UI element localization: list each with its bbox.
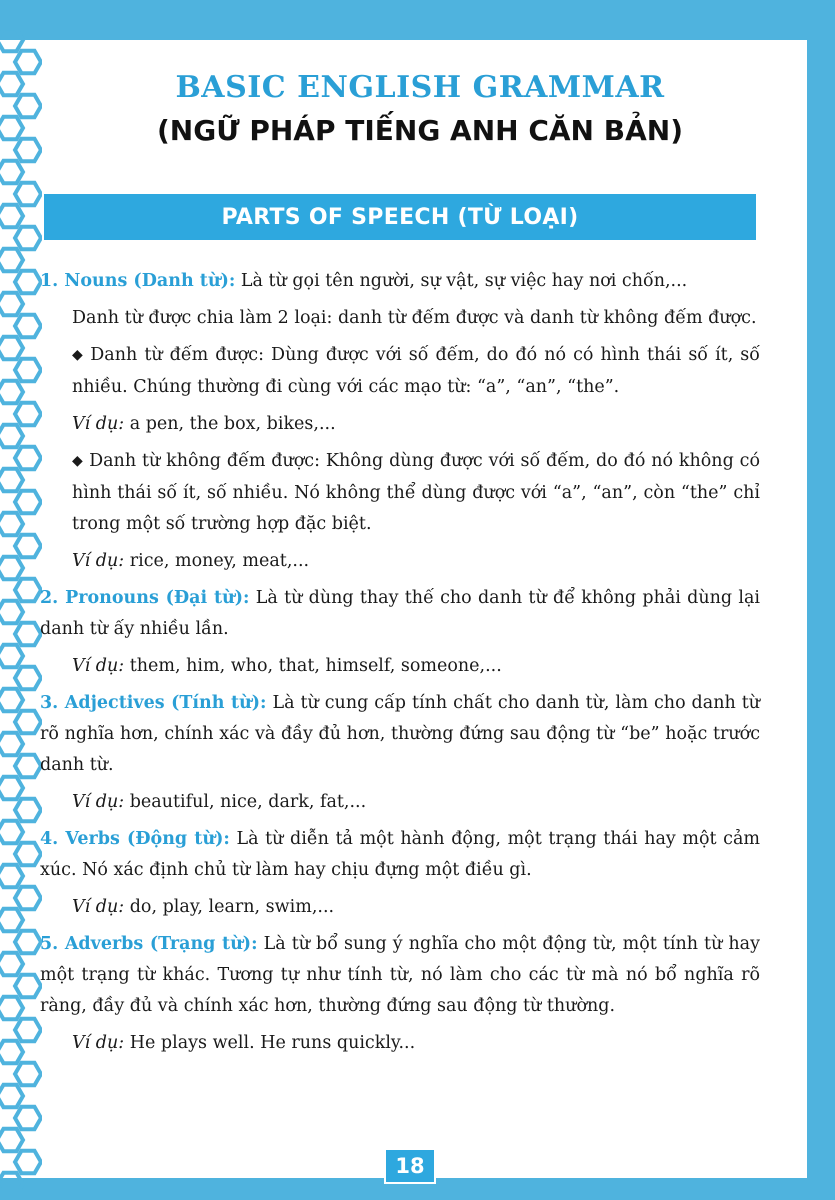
hexagon-shape — [0, 601, 23, 624]
hexagon-shape — [0, 30, 23, 51]
adverbs-entry — [40, 929, 760, 1022]
hexagon-shape — [0, 73, 23, 96]
diamond-bullet-icon: ◆ — [72, 453, 84, 469]
hexagon-shape — [15, 667, 41, 690]
adjectives-entry — [40, 688, 760, 781]
hexagon-shape — [15, 315, 41, 338]
verbs-example: Ví dụ: do, play, learn, swim,... — [72, 897, 335, 917]
hexagon-border-decoration — [0, 30, 42, 1190]
hexagon-shape — [15, 447, 41, 470]
hexagon-shape — [15, 799, 41, 822]
hexagon-shape — [0, 821, 23, 844]
hexagon-shape — [0, 513, 23, 536]
hexagon-shape — [0, 205, 23, 228]
hexagon-shape — [15, 1107, 41, 1130]
hexagon-shape — [0, 689, 23, 712]
verbs-definition: Là từ diễn tả một hành động, một trạng thái hay một cảm xúc. Nó xác định chủ từ làm hay chịu đựng một điều gì. — [40, 829, 760, 880]
hexagon-shape — [15, 403, 41, 426]
pronouns-example: Ví dụ: them, him, who, that, himself, someone,... — [72, 656, 502, 676]
hexagon-shape — [0, 777, 23, 800]
hexagon-shape — [15, 1063, 41, 1086]
nouns-definition: Là từ gọi tên người, sự vật, sự việc hay nơi chốn,... — [235, 271, 688, 291]
hexagon-shape — [0, 293, 23, 316]
hexagon-shape — [0, 381, 23, 404]
hexagon-shape — [15, 359, 41, 382]
hexagon-shape — [15, 975, 41, 998]
hexagon-shape — [15, 623, 41, 646]
hexagon-shape — [0, 733, 23, 756]
adverbs-definition: Là từ bổ sung ý nghĩa cho một động từ, một tính từ hay một trạng từ khác. Tương tự như tính từ, nó làm cho các từ mà nó bổ nghĩa rõ ràng, đầy đủ và chính xác hơn, thường đứng sau động từ thường. — [40, 934, 760, 1016]
hexagon-shape — [0, 557, 23, 580]
nouns-intro: Danh từ được chia làm 2 loại: danh từ đếm được và danh từ không đếm được. — [72, 308, 757, 328]
adverbs-example: Ví dụ: He plays well. He runs quickly... — [72, 1033, 416, 1053]
hexagon-shape — [0, 469, 23, 492]
adverbs-term: 5. Adverbs (Trạng từ): — [40, 934, 258, 954]
hexagon-shape — [15, 1019, 41, 1042]
top-border — [0, 0, 835, 40]
hexagon-shape — [0, 1129, 23, 1152]
pronouns-term: 2. Pronouns (Đại từ): — [40, 588, 250, 608]
hexagon-shape — [0, 865, 23, 888]
hexagon-shape — [15, 887, 41, 910]
adjectives-example: Ví dụ: beautiful, nice, dark, fat,... — [72, 792, 367, 812]
hexagon-shape — [0, 117, 23, 140]
hexagon-shape — [0, 909, 23, 932]
hexagon-shape — [15, 931, 41, 954]
nouns-countable-example: Ví dụ: a pen, the box, bikes,... — [72, 414, 336, 434]
hexagon-shape — [15, 1151, 41, 1174]
pronouns-definition: Là từ dùng thay thế cho danh từ để không phải dùng lại danh từ ấy nhiều lần. — [40, 588, 760, 639]
nouns-term: 1. Nouns (Danh từ): — [40, 271, 236, 291]
hexagon-shape — [15, 843, 41, 866]
adjectives-term: 3. Adjectives (Tính từ): — [40, 693, 267, 713]
verbs-entry — [40, 824, 760, 886]
verbs-term: 4. Verbs (Động từ): — [40, 829, 230, 849]
hexagon-shape — [15, 183, 41, 206]
content — [40, 266, 760, 1059]
hexagon-shape — [15, 755, 41, 778]
page-number: 18 — [384, 1148, 436, 1184]
diamond-bullet-icon: ◆ — [72, 347, 85, 363]
hexagon-shape — [15, 535, 41, 558]
hexagon-shape — [0, 1085, 23, 1108]
section-banner: PARTS OF SPEECH (TỪ LOẠI) — [44, 194, 756, 240]
hexagon-shape — [0, 645, 23, 668]
hexagon-shape — [15, 491, 41, 514]
hexagon-shape — [0, 953, 23, 976]
nouns-uncountable-example: Ví dụ: rice, money, meat,... — [72, 551, 310, 571]
hexagon-shape — [15, 579, 41, 602]
hexagon-shape — [15, 227, 41, 250]
pronouns-entry — [40, 583, 760, 645]
hexagon-shape — [0, 337, 23, 360]
hexagon-shape — [0, 997, 23, 1020]
nouns-entry — [40, 266, 760, 297]
hexagon-shape — [0, 1041, 23, 1064]
hexagon-shape — [15, 95, 41, 118]
hexagon-shape — [15, 711, 41, 734]
nouns-uncountable: ◆ Danh từ không đếm được: Không dùng được với số đếm, do đó nó không có hình thái số ít, số nhiều. Nó không thể dùng được với “a”, “an”, còn “the” chỉ trong một số trường hợp đặc biệt. — [72, 451, 760, 534]
page-title: BASIC ENGLISH GRAMMAR — [175, 70, 665, 105]
adjectives-definition: Là từ cung cấp tính chất cho danh từ, làm cho danh từ rõ nghĩa hơn, chính xác và đầy đủ hơn, thường đứng sau động từ “be” hoặc trước danh từ. — [40, 693, 761, 775]
hexagon-shape — [0, 161, 23, 184]
nouns-countable: ◆ Danh từ đếm được: Dùng được với số đếm, do đó nó có hình thái số ít, số nhiều. Chúng thường đi cùng với các mạo từ: “a”, “an”, “the”. — [72, 345, 760, 397]
hexagon-shape — [0, 1173, 23, 1190]
page-subtitle: (NGỮ PHÁP TIẾNG ANH CĂN BẢN) — [157, 114, 683, 147]
hexagon-shape — [0, 249, 23, 272]
hexagon-shape — [15, 139, 41, 162]
right-border — [807, 0, 835, 1200]
hexagon-shape — [0, 425, 23, 448]
hexagon-shape — [15, 271, 41, 294]
hexagon-shape — [15, 51, 41, 74]
